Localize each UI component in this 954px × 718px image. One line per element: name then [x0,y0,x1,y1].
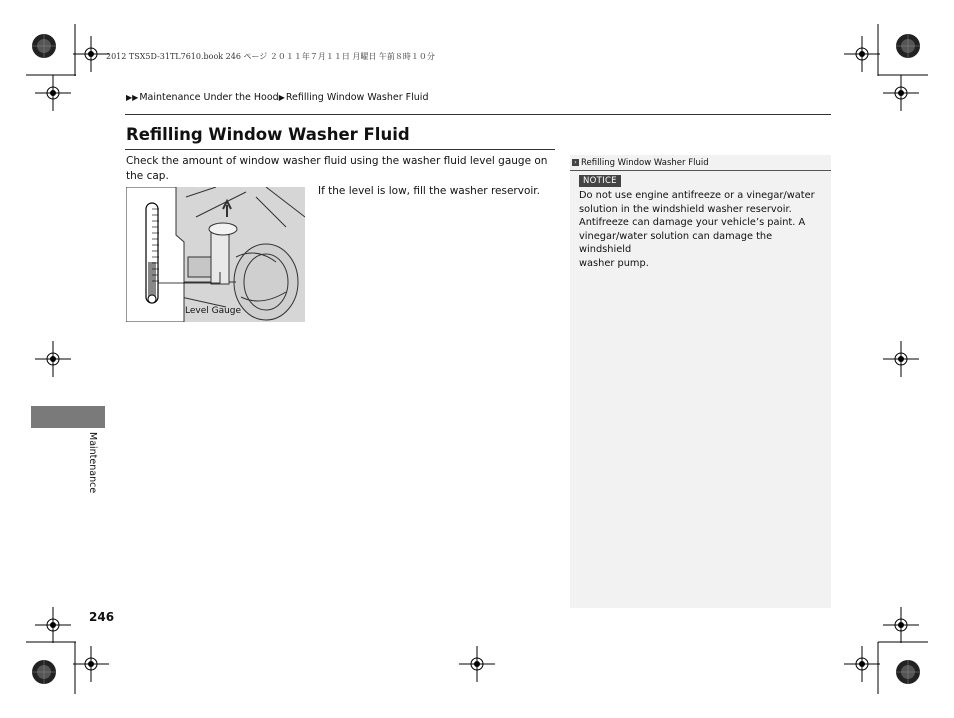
section-tab-label: Maintenance [87,432,98,494]
section-tab[interactable] [31,406,105,428]
title-rule [125,149,555,150]
breadcrumb-link-maintenance-under-hood[interactable]: Maintenance Under the Hood [139,92,279,103]
notice-badge: NOTICE [579,175,621,187]
breadcrumb [126,92,428,103]
breadcrumb-link-refilling-washer[interactable]: Refilling Window Washer Fluid [285,92,429,103]
intro-paragraph: Check the amount of window washer fluid using the washer fluid level gauge on the cap. [126,155,548,182]
notice-line: solution in the windshield washer reservoir. [579,203,792,215]
notice-line: Antifreeze can damage your vehicle’s paint. A [579,217,806,228]
header-rule [125,114,831,115]
page-title: Refilling Window Washer Fluid [126,125,410,144]
breadcrumb-arrow-icon: ▶▶ [126,93,139,102]
notice-text [579,189,824,270]
page-number: 246 [89,610,115,624]
reference-arrow-icon: › [572,159,579,166]
breadcrumb-arrow-icon: ▶ [278,93,285,102]
notice-line: washer pump. [579,257,649,269]
figure-label-level-gauge: Level Gauge [185,306,242,316]
sidebar-heading-text: Refilling Window Washer Fluid [581,157,709,168]
notice-line: vinegar/water solution can damage the windshield [579,230,773,255]
instruction-text: If the level is low, fill the washer reservoir. [318,185,540,197]
printer-slug-line: 2012 TSX5D-31TL7610.book 246 ページ ２０１１年７月１１日 月曜日 午前８時１０分 [106,52,435,61]
sidebar-note-heading [570,155,831,171]
notice-line: Do not use engine antifreeze or a vinegar/water [579,190,815,201]
washer-gauge-illustration [126,187,305,322]
